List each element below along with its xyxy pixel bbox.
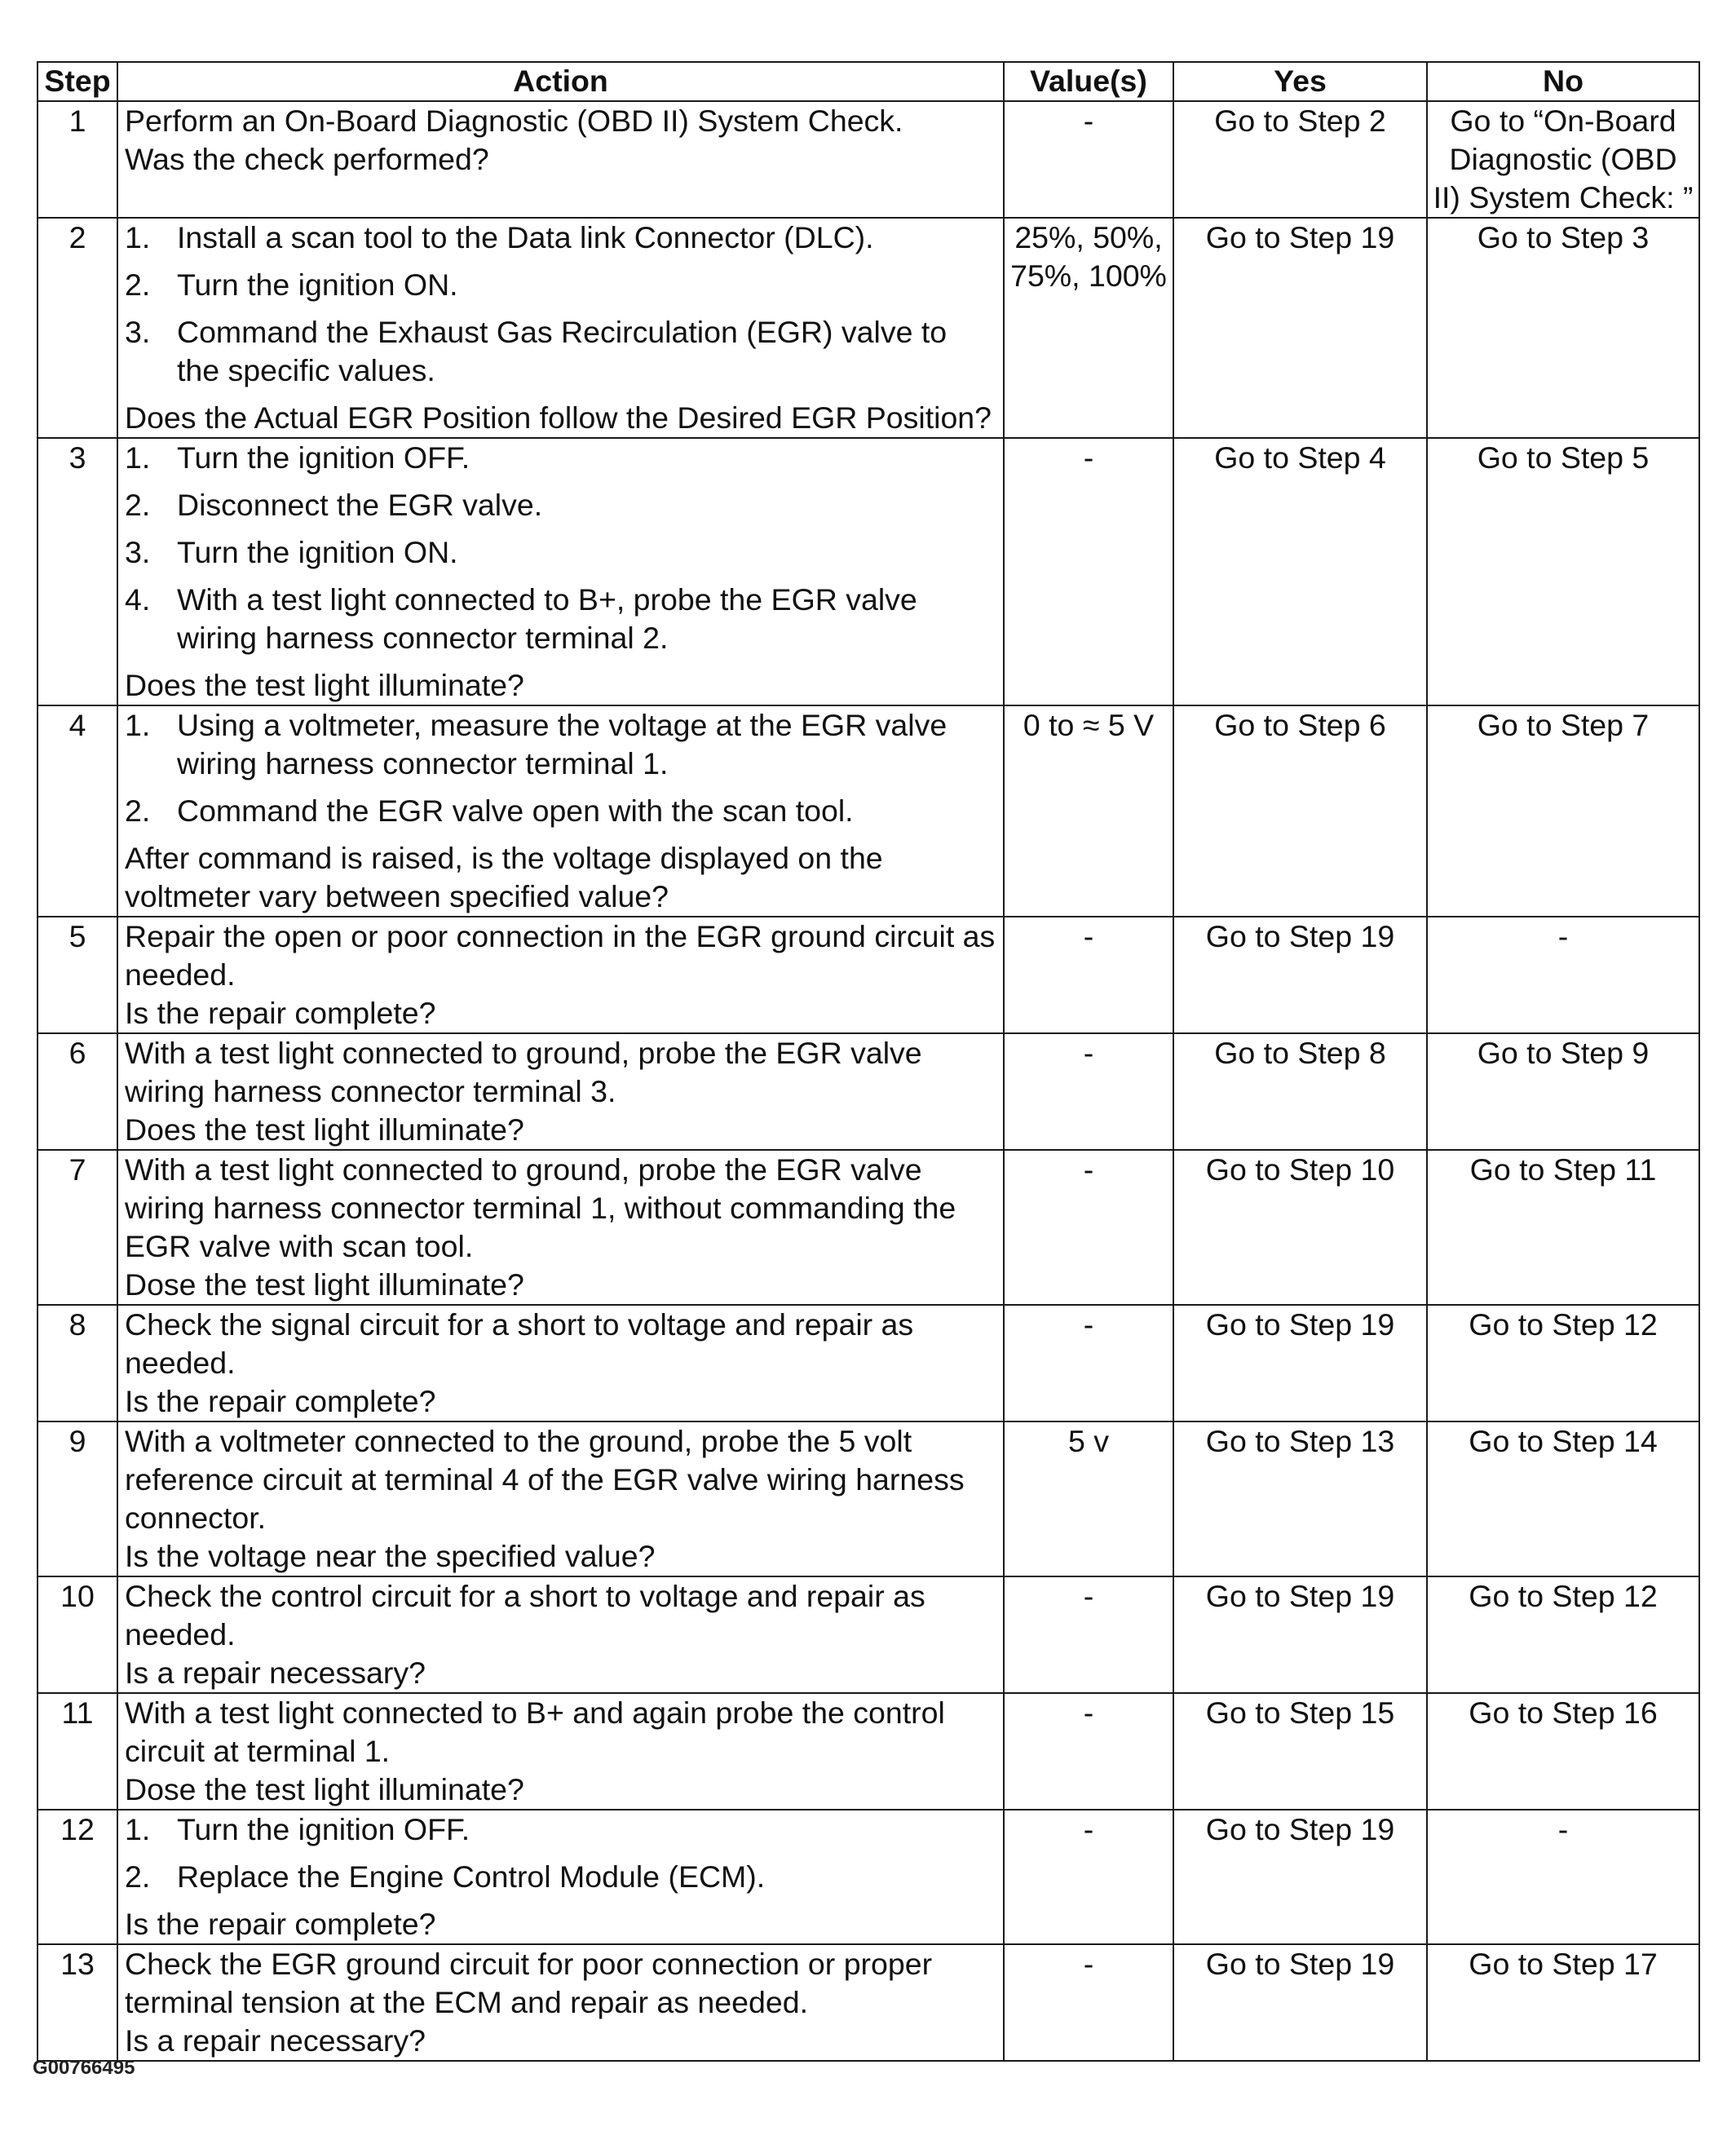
figure-id: G00766495 (33, 2057, 135, 2079)
action-text: Perform an On-Board Diagnostic (OBD II) System Check. (125, 104, 903, 138)
action-cell (117, 1944, 1004, 2061)
action-question: Dose the test light illuminate? (125, 1267, 524, 1302)
step-number: 4 (38, 705, 117, 917)
action-question: Does the Actual EGR Position follow the Desired EGR Position? (125, 400, 992, 435)
action-cell (117, 1693, 1004, 1810)
value-cell: 5 v (1004, 1421, 1173, 1576)
action-question: Is the repair complete? (125, 1907, 436, 1941)
action-cell (117, 438, 1004, 705)
action-question: Is the voltage near the specified value? (125, 1539, 656, 1573)
step-number: 7 (38, 1150, 117, 1305)
action-text: Check the signal circuit for a short to voltage and repair as needed. (125, 1307, 914, 1380)
action-item-text: Turn the ignition OFF. (177, 440, 470, 475)
action-question: After command is raised, is the voltage displayed on the voltmeter vary between specified value? (125, 841, 883, 913)
action-list-item (125, 706, 996, 783)
action-list (125, 439, 996, 657)
action-question: Dose the test light illuminate? (125, 1772, 524, 1806)
action-item-number: 1. (125, 220, 151, 254)
value-cell: - (1004, 917, 1173, 1033)
action-item-text: Command the Exhaust Gas Recirculation (EGR) valve to the specific values. (177, 315, 948, 387)
action-list-item (125, 486, 996, 524)
no-cell: Go to Step 5 (1427, 438, 1699, 705)
step-number: 8 (38, 1305, 117, 1421)
header-row (38, 62, 1699, 101)
table-row (38, 917, 1699, 1033)
yes-cell: Go to Step 4 (1173, 438, 1427, 705)
action-list-item (125, 792, 996, 830)
action-item-number: 1. (125, 708, 151, 742)
action-list-item (125, 439, 996, 477)
no-cell: - (1427, 1810, 1699, 1944)
action-cell (117, 1033, 1004, 1150)
action-question: Does the test light illuminate? (125, 668, 524, 702)
action-question: Does the test light illuminate? (125, 1112, 524, 1147)
header-values: Value(s) (1004, 62, 1173, 101)
no-cell: Go to Step 3 (1427, 218, 1699, 438)
action-item-text: Disconnect the EGR valve. (177, 488, 543, 522)
action-text: With a test light connected to ground, probe the EGR valve wiring harness connector terminal 1, without commanding the EGR valve with scan tool. (125, 1152, 956, 1263)
table-row (38, 1305, 1699, 1421)
action-cell (117, 218, 1004, 438)
yes-cell: Go to Step 6 (1173, 705, 1427, 917)
action-text: Check the control circuit for a short to voltage and repair as needed. (125, 1579, 925, 1651)
table-row (38, 438, 1699, 705)
yes-cell: Go to Step 13 (1173, 1421, 1427, 1576)
action-item-number: 1. (125, 1812, 151, 1846)
no-cell: Go to Step 9 (1427, 1033, 1699, 1150)
value-cell: - (1004, 1810, 1173, 1944)
action-cell (117, 1421, 1004, 1576)
header-no: No (1427, 62, 1699, 101)
step-number: 1 (38, 101, 117, 218)
table-row (38, 1033, 1699, 1150)
yes-cell: Go to Step 8 (1173, 1033, 1427, 1150)
value-cell: - (1004, 1576, 1173, 1693)
no-cell: Go to “On-Board Diagnostic (OBD II) System Check: ” (1427, 101, 1699, 218)
yes-cell: Go to Step 19 (1173, 1576, 1427, 1693)
action-item-number: 1. (125, 440, 151, 475)
step-number: 11 (38, 1693, 117, 1810)
action-list-item (125, 219, 996, 257)
action-cell (117, 101, 1004, 218)
table-row (38, 101, 1699, 218)
value-cell: - (1004, 438, 1173, 705)
yes-cell: Go to Step 19 (1173, 917, 1427, 1033)
action-list-item (125, 313, 996, 390)
action-cell (117, 1810, 1004, 1944)
value-cell: 25%, 50%, 75%, 100% (1004, 218, 1173, 438)
step-number: 10 (38, 1576, 117, 1693)
action-list-item (125, 1858, 996, 1896)
table-body (38, 101, 1699, 2061)
action-text: Check the EGR ground circuit for poor connection or proper terminal tension at the ECM and repair as needed. (125, 1947, 933, 2019)
no-cell: Go to Step 12 (1427, 1305, 1699, 1421)
value-cell: - (1004, 1693, 1173, 1810)
table-row (38, 1693, 1699, 1810)
step-number: 12 (38, 1810, 117, 1944)
yes-cell: Go to Step 19 (1173, 1944, 1427, 2061)
action-question: Is the repair complete? (125, 1384, 436, 1418)
yes-cell: Go to Step 19 (1173, 1305, 1427, 1421)
no-cell: Go to Step 14 (1427, 1421, 1699, 1576)
action-item-text: With a test light connected to B+, probe the EGR valve wiring harness connector terminal 2. (177, 582, 917, 655)
no-cell: Go to Step 11 (1427, 1150, 1699, 1305)
action-list-item (125, 1810, 996, 1849)
action-item-text: Turn the ignition OFF. (177, 1812, 470, 1846)
yes-cell: Go to Step 10 (1173, 1150, 1427, 1305)
table-row (38, 1421, 1699, 1576)
step-number: 6 (38, 1033, 117, 1150)
action-item-text: Command the EGR valve open with the scan tool. (177, 794, 854, 828)
value-cell: - (1004, 1033, 1173, 1150)
action-text: Repair the open or poor connection in the EGR ground circuit as needed. (125, 919, 996, 992)
step-number: 3 (38, 438, 117, 705)
yes-cell: Go to Step 2 (1173, 101, 1427, 218)
action-cell (117, 1576, 1004, 1693)
value-cell: - (1004, 101, 1173, 218)
yes-cell: Go to Step 15 (1173, 1693, 1427, 1810)
action-item-number: 2. (125, 1859, 151, 1894)
table-row (38, 218, 1699, 438)
header-step: Step (38, 62, 117, 101)
table-row (38, 1150, 1699, 1305)
action-item-text: Using a voltmeter, measure the voltage at the EGR valve wiring harness connector terminal 1. (177, 708, 948, 780)
action-list (125, 706, 996, 830)
table-row (38, 1576, 1699, 1693)
yes-cell: Go to Step 19 (1173, 218, 1427, 438)
action-item-number: 2. (125, 267, 151, 302)
action-cell (117, 1305, 1004, 1421)
action-question: Is the repair complete? (125, 996, 436, 1030)
action-item-text: Replace the Engine Control Module (ECM). (177, 1859, 766, 1894)
value-cell: 0 to ≈ 5 V (1004, 705, 1173, 917)
header-yes: Yes (1173, 62, 1427, 101)
table-row (38, 705, 1699, 917)
no-cell: Go to Step 7 (1427, 705, 1699, 917)
action-list (125, 1810, 996, 1896)
action-list-item (125, 581, 996, 657)
action-item-number: 3. (125, 535, 151, 569)
no-cell: Go to Step 12 (1427, 1576, 1699, 1693)
action-text: With a test light connected to B+ and again probe the control circuit at terminal 1. (125, 1696, 945, 1768)
value-cell: - (1004, 1944, 1173, 2061)
action-question: Is a repair necessary? (125, 1656, 426, 1690)
action-item-number: 2. (125, 794, 151, 828)
action-text: With a test light connected to ground, probe the EGR valve wiring harness connector terminal 3. (125, 1036, 922, 1108)
action-item-text: Turn the ignition ON. (177, 267, 458, 302)
action-list-item (125, 266, 996, 304)
action-item-number: 3. (125, 315, 151, 349)
action-list (125, 219, 996, 390)
step-number: 5 (38, 917, 117, 1033)
action-cell (117, 1150, 1004, 1305)
action-item-text: Turn the ignition ON. (177, 535, 458, 569)
header-action: Action (117, 62, 1004, 101)
action-item-number: 2. (125, 488, 151, 522)
step-number: 13 (38, 1944, 117, 2061)
action-cell (117, 705, 1004, 917)
yes-cell: Go to Step 19 (1173, 1810, 1427, 1944)
step-number: 9 (38, 1421, 117, 1576)
action-item-number: 4. (125, 582, 151, 617)
table-row (38, 1944, 1699, 2061)
action-text: With a voltmeter connected to the ground, probe the 5 volt reference circuit at terminal 4 of the EGR valve wiring harness connector. (125, 1424, 965, 1535)
action-cell (117, 917, 1004, 1033)
diagnostic-table (37, 61, 1700, 2062)
no-cell: Go to Step 16 (1427, 1693, 1699, 1810)
action-list-item (125, 533, 996, 572)
action-item-text: Install a scan tool to the Data link Connector (DLC). (177, 220, 874, 254)
action-question: Was the check performed? (125, 142, 489, 176)
table-row (38, 1810, 1699, 1944)
no-cell: - (1427, 917, 1699, 1033)
step-number: 2 (38, 218, 117, 438)
action-question: Is a repair necessary? (125, 2023, 426, 2058)
no-cell: Go to Step 17 (1427, 1944, 1699, 2061)
value-cell: - (1004, 1305, 1173, 1421)
value-cell: - (1004, 1150, 1173, 1305)
